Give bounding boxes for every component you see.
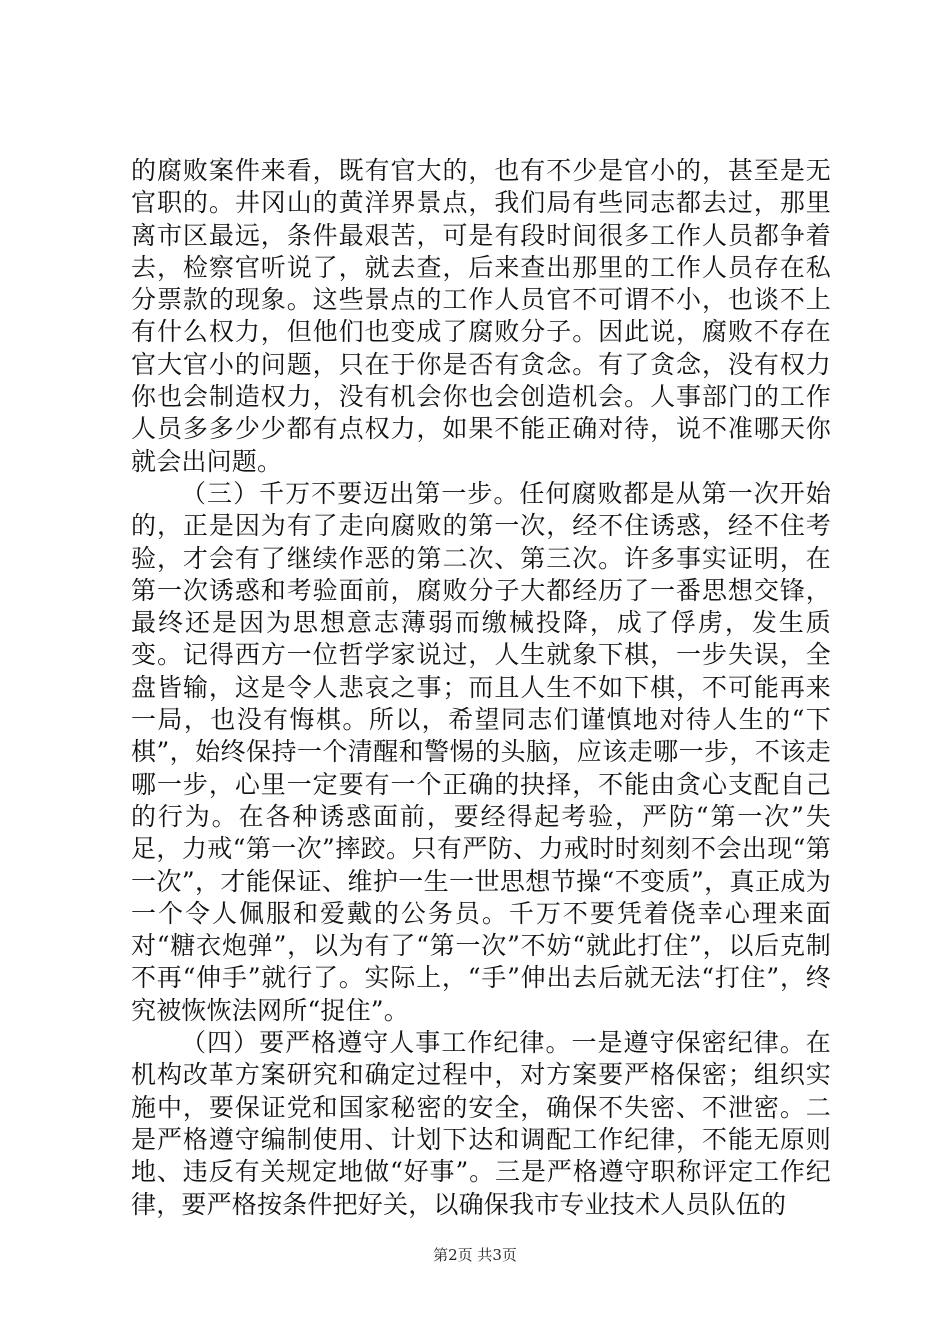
paragraph-1: 的腐败案件来看，既有官大的，也有不少是官小的，甚至是无官职的。井冈山的黄洋界景点，我们局有些同志都去过，那里离市区最远，条件最艰苦，可是有段时间很多工作人员都争着去，检察官听说了，就去查，后来查出那里的工作人员存在私分票款的现象。这些景点的工作人员官不可谓不小，也谈不上有什么权力，但他们也变成了腐败分子。因此说，腐败不存在官大官小的问题，只在于你是否有贪念。有了贪念，没有权力你也会制造权力，没有机会你也会创造机会。人事部门的工作人员多多少少都有点权力，如果不能正确对待，说不准哪天你就会出问题。 [131,156,831,476]
paragraph-2: （三）千万不要迈出第一步。任何腐败都是从第一次开始的，正是因为有了走向腐败的第一次，经不住诱惑，经不住考验，才会有了继续作恶的第二次、第三次。许多事实证明，在第一次诱惑和考验面前，腐败分子大都经历了一番思想交锋，最终还是因为思想意志薄弱而缴械投降，成了俘虏，发生质变。记得西方一位哲学家说过，人生就象下棋，一步失误，全盘皆输，这是令人悲哀之事；而且人生不如下棋，不可能再来一局，也没有悔棋。所以，希望同志们谨慎地对待人生的“下棋”，始终保持一个清醒和警惕的头脑，应该走哪一步，不该走哪一步，心里一定要有一个正确的抉择，不能由贪心支配自己的行为。在各种诱惑面前，要经得起考验，严防“第一次”失足，力戒“第一次”摔跤。只有严防、力戒时时刻刻不会出现“第一次”，才能保证、维护一生一世思想节操“不变质”，真正成为一个令人佩服和爱戴的公务员。千万不要凭着侥幸心理来面对“糖衣炮弹”，以为有了“第一次”不妨“就此打住”，以后克制不再“伸手”就行了。实际上，“手”伸出去后就无法“打住”，终究被恢恢法网所“捉住”。 [131,478,831,1025]
paragraph-3: （四）要严格遵守人事工作纪律。一是遵守保密纪律。在机构改革方案研究和确定过程中，对方案要严格保密；组织实施中，要保证党和国家秘密的安全，确保不失密、不泄密。二是严格遵守编制使用、计划下达和调配工作纪律，不能无原则地、违反有关规定地做“好事”。三是严格遵守职称评定工作纪律，要严格按条件把好关，以确保我市专业技术人员队伍的 [131,1028,831,1219]
document-body [131,155,831,1221]
page-number-footer: 第2页 共3页 [433,1246,517,1264]
